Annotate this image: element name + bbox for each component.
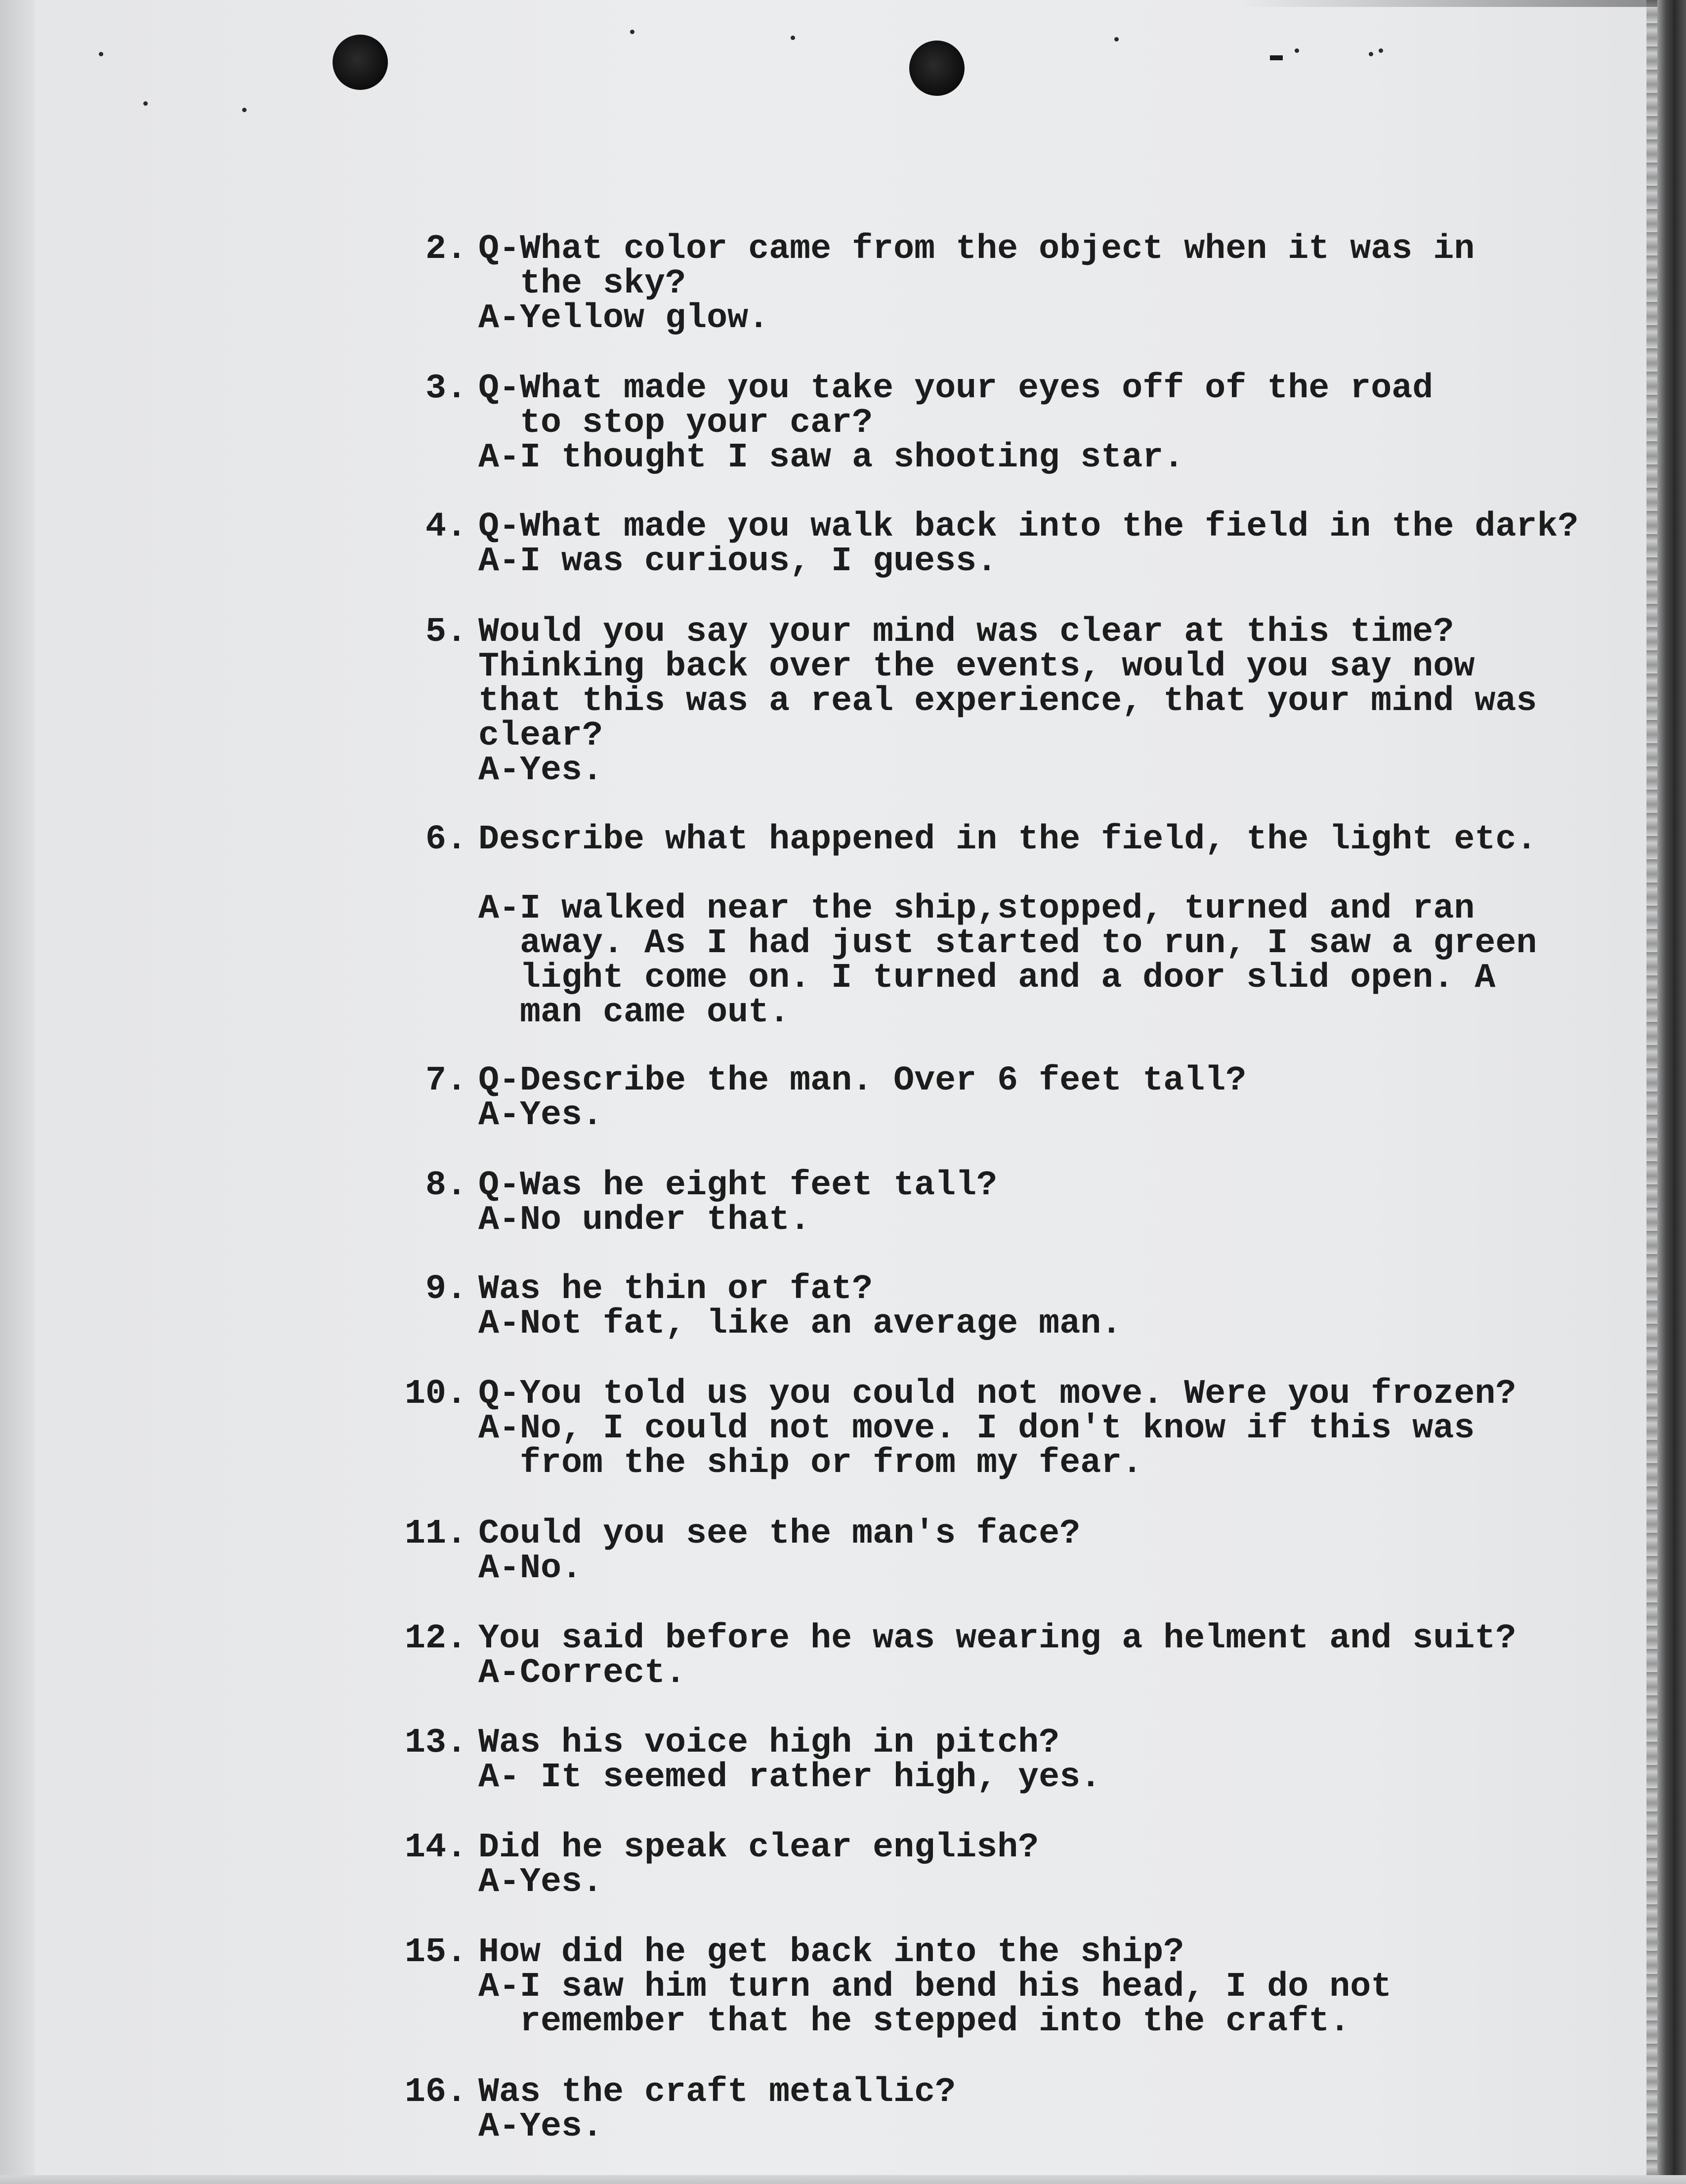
question-line: A-No under that.: [478, 1201, 811, 1240]
punch-hole-left: [333, 35, 388, 90]
question-line: remember that he stepped into the craft.: [478, 2002, 1350, 2041]
ink-mark: [1270, 55, 1283, 60]
question-number: 9.: [425, 1270, 467, 1309]
question-line: Q-Describe the man. Over 6 feet tall?: [478, 1061, 1247, 1100]
question-line: A-Not fat, like an average man.: [478, 1304, 1122, 1344]
question-line: Would you say your mind was clear at this time?: [478, 613, 1454, 652]
question-line: Was the craft metallic?: [478, 2073, 956, 2112]
question-line: A-Yes.: [478, 1863, 603, 1902]
question-line: Q-What color came from the object when it was in: [478, 230, 1475, 269]
question-line: A-No, I could not move. I don't know if this was: [478, 1409, 1475, 1448]
question-number: 2.: [425, 230, 467, 269]
right-edge-fray: [1646, 0, 1657, 2184]
question-line: man came out.: [478, 993, 790, 1032]
question-line: Thinking back over the events, would you say now: [478, 647, 1475, 686]
question-line: Could you see the man's face?: [478, 1514, 1081, 1554]
question-line: A-Yes.: [478, 751, 603, 790]
question-number: 3.: [425, 369, 467, 408]
question-number: 13.: [404, 1723, 467, 1763]
question-number: 5.: [425, 613, 467, 652]
question-number: 12.: [404, 1619, 467, 1658]
top-edge-shadow: [1235, 0, 1680, 7]
question-line: A-No.: [478, 1549, 583, 1588]
question-number: 14.: [404, 1828, 467, 1867]
right-page-edge: [1657, 0, 1686, 2184]
question-line: away. As I had just started to run, I saw a green: [478, 924, 1537, 963]
question-line: A-Yes.: [478, 2107, 603, 2146]
question-line: A-I walked near the ship,stopped, turned and ran: [478, 889, 1475, 928]
question-line: A-I was curious, I guess.: [478, 542, 998, 581]
question-line: light come on. I turned and a door slid open. A: [478, 959, 1496, 998]
question-number: 10.: [404, 1375, 467, 1414]
question-number: 16.: [404, 2073, 467, 2112]
question-line: Q-What made you walk back into the field in the dark?: [478, 507, 1579, 546]
question-line: A-I saw him turn and bend his head, I do not: [478, 1968, 1392, 2007]
speck: [1295, 48, 1299, 53]
question-line: the sky?: [478, 264, 686, 303]
question-line: How did he get back into the ship?: [478, 1933, 1184, 1972]
bottom-page-edge: [0, 2175, 1686, 2184]
question-line: Did he speak clear english?: [478, 1828, 1039, 1867]
question-line: A-Correct.: [478, 1654, 686, 1693]
speck: [1379, 48, 1383, 53]
question-line: Was he thin or fat?: [478, 1270, 873, 1309]
question-number: 4.: [425, 507, 467, 546]
question-number: 7.: [425, 1061, 467, 1100]
speck: [1369, 52, 1373, 56]
question-line: clear?: [478, 716, 603, 756]
question-line: Q-Was he eight feet tall?: [478, 1166, 998, 1205]
speck: [630, 30, 634, 34]
speck: [791, 36, 795, 40]
left-page-shadow: [0, 0, 35, 2184]
question-line: Was his voice high in pitch?: [478, 1723, 1060, 1763]
question-line: to stop your car?: [478, 404, 873, 443]
question-line: A- It seemed rather high, yes.: [478, 1758, 1101, 1797]
question-line: A-Yes.: [478, 1096, 603, 1135]
question-line: Q-What made you take your eyes off of the road: [478, 369, 1433, 408]
speck: [242, 108, 247, 112]
question-line: that this was a real experience, that your mind was: [478, 682, 1537, 721]
question-line: Q-You told us you could not move. Were you frozen?: [478, 1375, 1517, 1414]
speck: [143, 101, 148, 106]
question-number: 15.: [404, 1933, 467, 1972]
question-number: 8.: [425, 1166, 467, 1205]
question-line: from the ship or from my fear.: [478, 1444, 1143, 1483]
punch-hole-right: [909, 41, 965, 96]
speck: [99, 52, 103, 56]
question-line: A-Yellow glow.: [478, 299, 769, 338]
question-number: 11.: [404, 1514, 467, 1554]
speck: [1114, 37, 1119, 42]
question-line: Describe what happened in the field, the light etc.: [478, 820, 1537, 859]
question-number: 6.: [425, 820, 467, 859]
question-line: You said before he was wearing a helment and suit?: [478, 1619, 1517, 1658]
question-line: A-I thought I saw a shooting star.: [478, 438, 1184, 477]
